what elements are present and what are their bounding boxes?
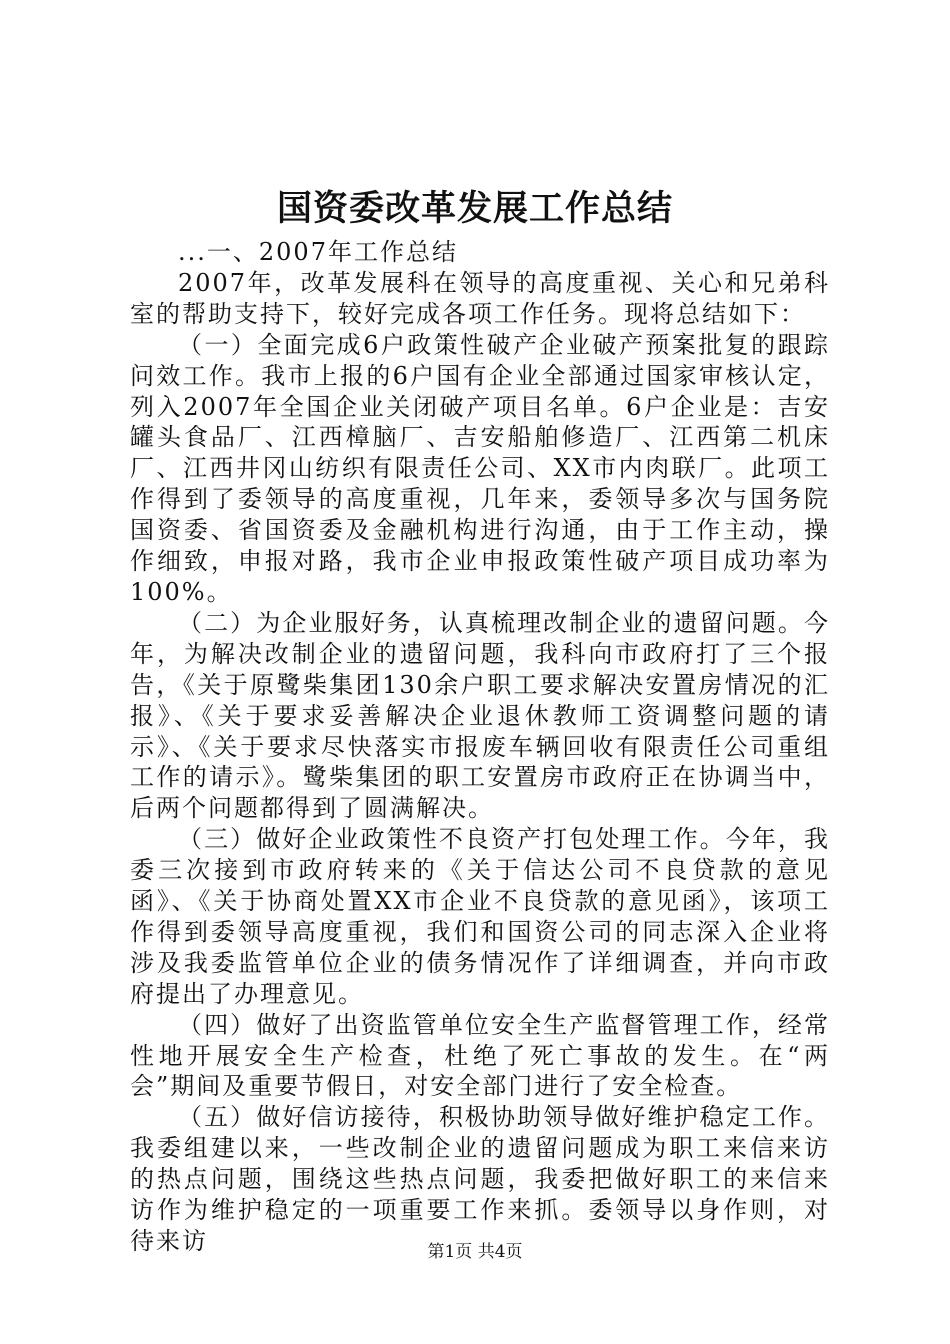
paragraph-intro: 2007年，改革发展科在领导的高度重视、关心和兄弟科室的帮助支持下，较好完成各项工作任务。现将总结如下： [130,268,830,328]
paragraph-item-2: （二）为企业服好务，认真梳理改制企业的遗留问题。今年，为解决改制企业的遗留问题，我科向市政府打了三个报告，《关于原鹭柴集团130余户职工要求解决安置房情况的汇报》、《关于要求妥善解决企业退休教师工资调整问题的请示》、《关于要求尽快落实市报废车辆回收有限责任公司重组工作的请示》。鹭柴集团的职工安置房市政府正在协调当中，后两个问题都得到了圆满解决。 [130,608,830,823]
document-body [130,237,830,1257]
section-heading: ...一、2007年工作总结 [178,238,458,266]
paragraph-item-3: （三）做好企业政策性不良资产打包处理工作。今年，我委三次接到市政府转来的《关于信达公司不良贷款的意见函》、《关于协商处置XX市企业不良贷款的意见函》，该项工作得到委领导高度重视，我们和国资公司的同志深入企业将涉及我委监管单位企业的债务情况作了详细调查，并向市政府提出了办理意见。 [130,825,830,1008]
paragraph-item-5: （五）做好信访接待，积极协助领导做好维护稳定工作。我委组建以来，一些改制企业的遗留问题成为职工来信来访的热点问题，围绕这些热点问题，我委把做好职工的来信来访作为维护稳定的一项重要工作来抓。委领导以身作则，对待来访 [130,1103,830,1255]
paragraph-item-4: （四）做好了出资监管单位安全生产监督管理工作，经常性地开展安全生产检查，杜绝了死亡事故的发生。在“两会”期间及重要节假日，对安全部门进行了安全检查。 [130,1010,830,1101]
page-number-footer: 第1页 共4页 [427,1242,523,1262]
document-title: 国资委改革发展工作总结 [276,188,673,229]
paragraph-item-1: （一）全面完成6户政策性破产企业破产预案批复的跟踪问效工作。我市上报的6户国有企业全部通过国家审核认定，列入2007年全国企业关闭破产项目名单。6户企业是：吉安罐头食品厂、江西樟脑厂、吉安船舶修造厂、江西第二机床厂、江西井冈山纺织有限责任公司、XX市内肉联厂。此项工作得到了委领导的高度重视，几年来，委领导多次与国务院国资委、省国资委及金融机构进行沟通，由于工作主动，操作细致，申报对路，我市企业申报政策性破产项目成功率为100%。 [130,330,830,606]
